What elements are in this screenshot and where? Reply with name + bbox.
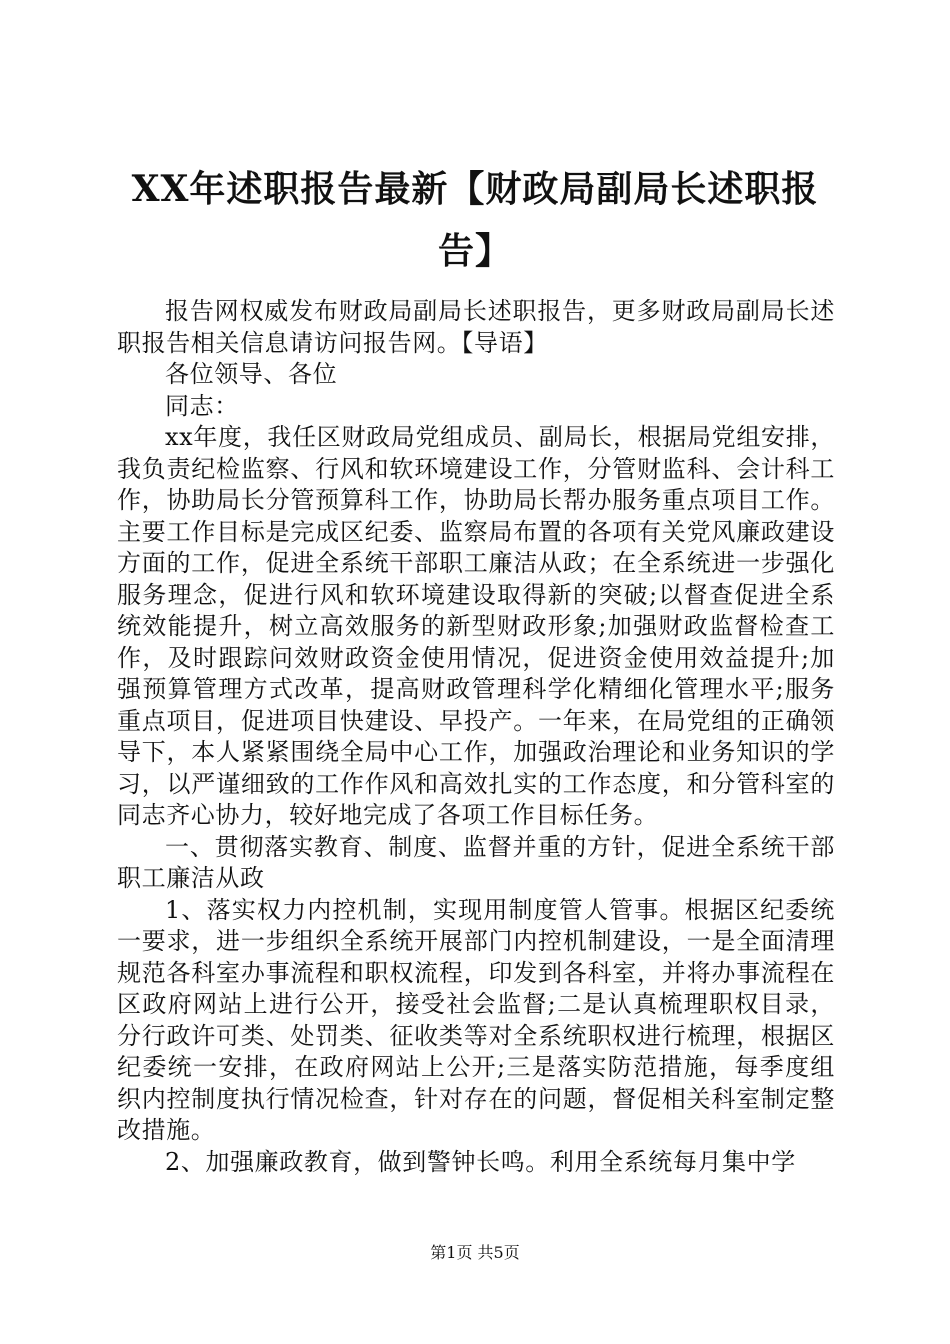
body-paragraph: 1、落实权力内控机制，实现用制度管人管事。根据区纪委统一要求，进一步组织全系统开展部门内控机制建设，一是全面清理规范各科室办事流程和职权流程，印发到各科室，并将办事流程在区政府网站上进行公开，接受社会监督;二是认真梳理职权目录，分行政许可类、处罚类、征收类等对全系统职权进行梳理，根据区纪委统一安排，在政府网站上公开;三是落实防范措施，每季度组织内控制度执行情况检查，针对存在的问题，督促相关科室制定整改措施。 bbox=[117, 895, 835, 1144]
body-paragraph: xx年度，我任区财政局党组成员、副局长，根据局党组安排，我负责纪检监察、行风和软环境建设工作，分管财监科、会计科工作，协助局长分管预算科工作，协助局长帮办服务重点项目工作。主要工作目标是完成区纪委、监察局布置的各项有关党风廉政建设方面的工作，促进全系统干部职工廉洁从政；在全系统进一步强化服务理念，促进行风和软环境建设取得新的突破;以督查促进全系统效能提升，树立高效服务的新型财政形象;加强财政监督检查工作，及时跟踪问效财政资金使用情况，促进资金使用效益提升;加强预算管理方式改革，提高财政管理科学化精细化管理水平;服务重点项目，促进项目快建设、早投产。一年来，在局党组的正确领导下，本人紧紧围绕全局中心工作，加强政治理论和业务知识的学习，以严谨细致的工作作风和高效扎实的工作态度，和分管科室的同志齐心协力，较好地完成了各项工作目标任务。 bbox=[117, 423, 835, 829]
document-body bbox=[117, 296, 835, 1178]
document-title: XX年述职报告最新【财政局副局长述职报告】 bbox=[131, 168, 819, 272]
salutation-line: 各位领导、各位 bbox=[165, 360, 338, 388]
page-footer: 第1页 共5页 bbox=[430, 1243, 520, 1262]
body-paragraph: 2、加强廉政教育，做到警钟长鸣。利用全系统每月集中学 bbox=[165, 1147, 796, 1176]
intro-paragraph: 报告网权威发布财政局副局长述职报告，更多财政局副局长述职报告相关信息请访问报告网。【导语】 bbox=[117, 297, 835, 357]
salutation-line: 同志： bbox=[165, 391, 239, 420]
section-heading: 一、贯彻落实教育、制度、监督并重的方针，促进全系统干部职工廉洁从政 bbox=[117, 832, 835, 892]
